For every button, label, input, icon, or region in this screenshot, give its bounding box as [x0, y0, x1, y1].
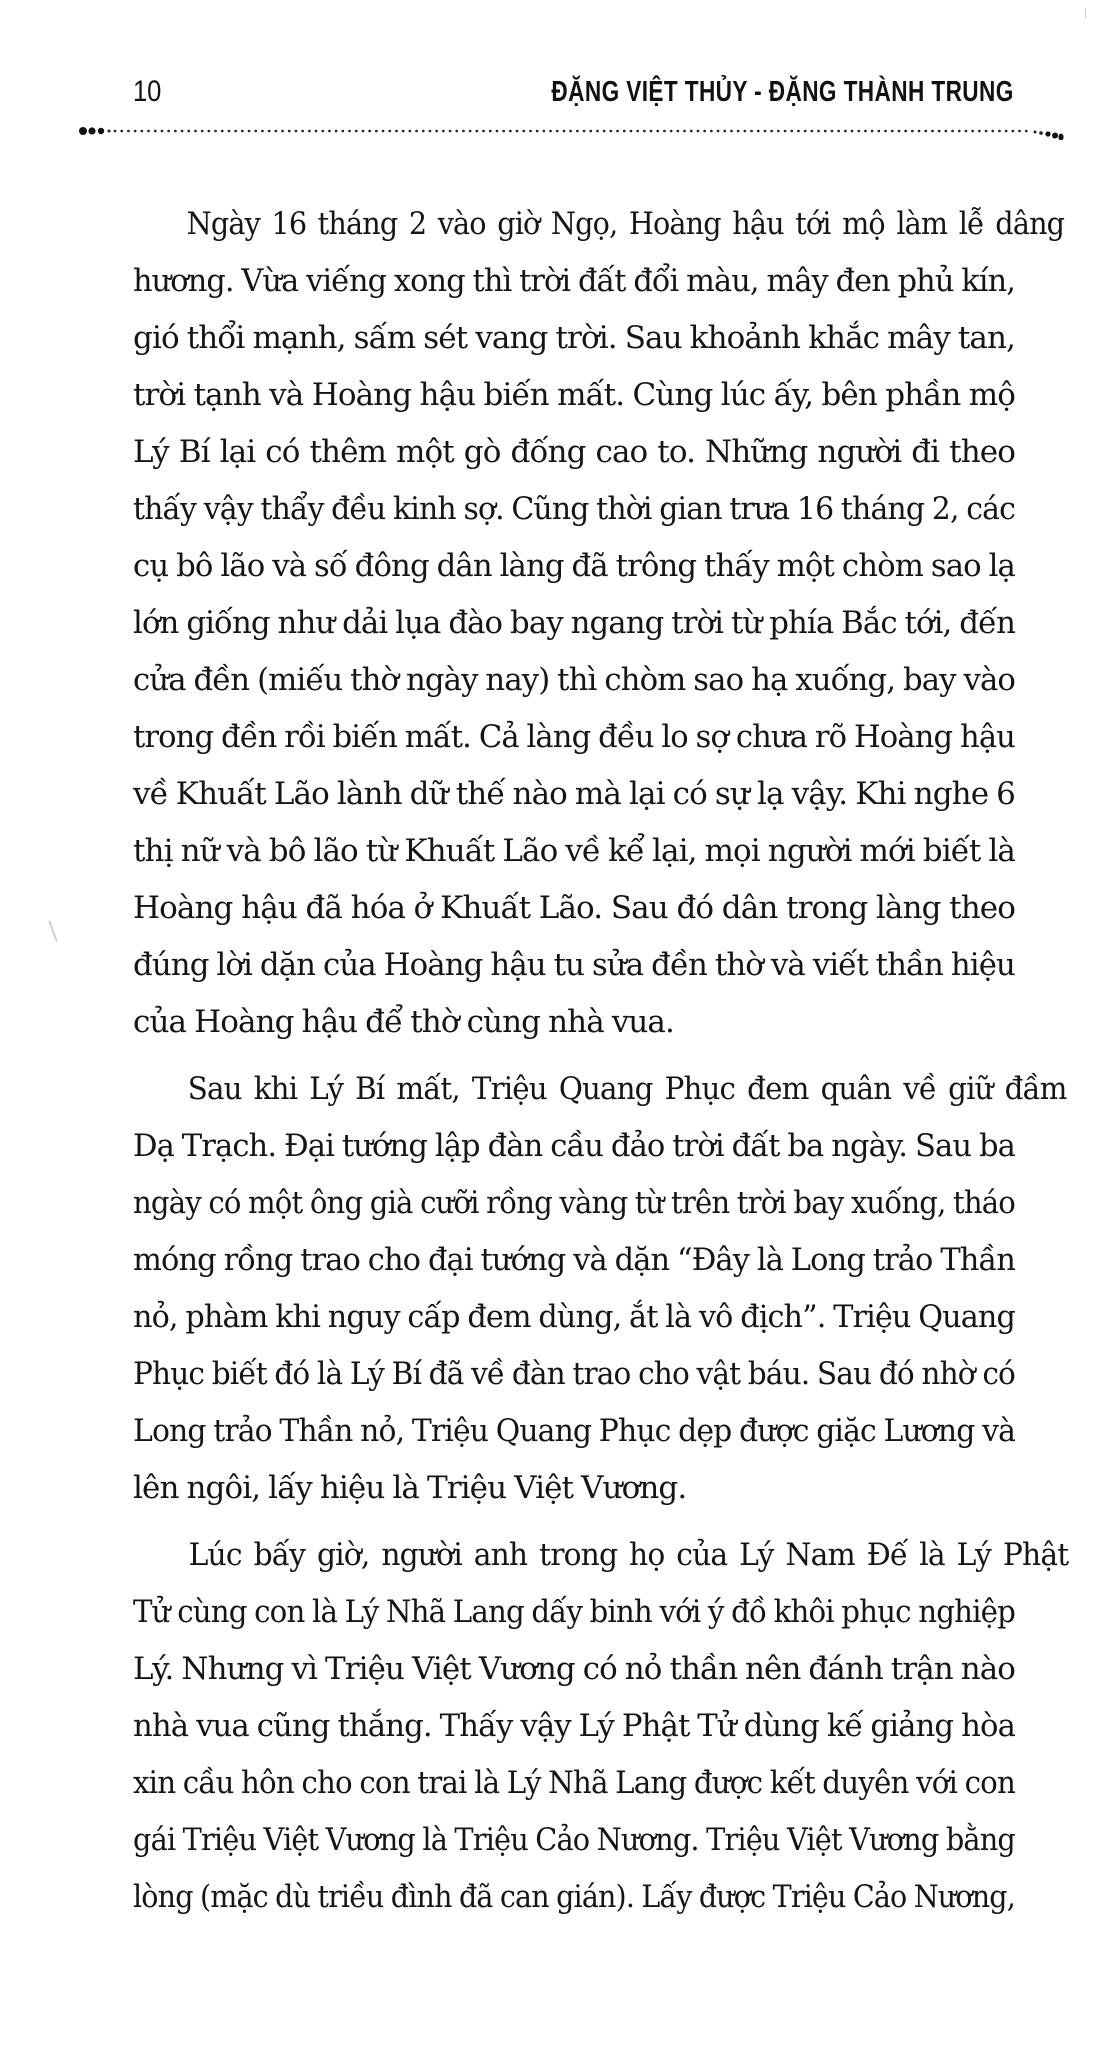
text-line: Sau khi Lý Bí mất, Triệu Quang Phục đem quân về giữ đầm: [187, 1071, 1067, 1107]
text-line: của Hoàng hậu để thờ cùng nhà vua.: [133, 1004, 674, 1040]
text-line: về Khuất Lão lành dữ thế nào mà lại có sự lạ vậy. Khi nghe 6: [133, 776, 1015, 812]
text-line: lớn giống như dải lụa đào bay ngang trời từ phía Bắc tới, đến: [133, 605, 1015, 641]
text-line: gió thổi mạnh, sấm sét vang trời. Sau khoảnh khắc mây tan,: [133, 320, 1015, 356]
paragraph: [133, 196, 1065, 1051]
text-line: cửa đền (miếu thờ ngày nay) thì chòm sao hạ xuống, bay vào: [133, 662, 1015, 698]
text-line: hương. Vừa viếng xong thì trời đất đổi màu, mây đen phủ kín,: [133, 263, 1015, 299]
page-number: 10: [133, 75, 162, 108]
text-line: trong đền rồi biến mất. Cả làng đều lo sợ chưa rõ Hoàng hậu: [133, 719, 1015, 755]
text-line: Lúc bấy giờ, người anh trong họ của Lý Nam Đế là Lý Phật: [188, 1537, 1069, 1573]
text-line: Phục biết đó là Lý Bí đã về đàn trao cho vật báu. Sau đó nhờ có: [133, 1356, 1015, 1392]
text-line: nỏ, phàm khi nguy cấp đem dùng, ắt là vô địch”. Triệu Quang: [133, 1299, 1015, 1335]
text-line: thấy vậy thẩy đều kinh sợ. Cũng thời gian trưa 16 tháng 2, các: [133, 491, 1015, 527]
text-line: Tử cùng con là Lý Nhã Lang dấy binh với ý đồ khôi phục nghiệp: [133, 1594, 1015, 1630]
text-line: đúng lời dặn của Hoàng hậu tu sửa đền thờ và viết thần hiệu: [133, 947, 1015, 983]
text-line: lên ngôi, lấy hiệu là Triệu Việt Vương.: [133, 1470, 687, 1506]
text-line: lòng (mặc dù triều đình đã can gián). Lấy được Triệu Cảo Nương,: [133, 1879, 1015, 1915]
text-line: Lý. Nhưng vì Triệu Việt Vương có nỏ thần nên đánh trận nào: [133, 1651, 1015, 1687]
text-line: thị nữ và bô lão từ Khuất Lão về kể lại, mọi người mới biết là: [133, 833, 1015, 869]
text-line: Lý Bí lại có thêm một gò đống cao to. Những người đi theo: [133, 434, 1015, 470]
text-line: Hoàng hậu đã hóa ở Khuất Lão. Sau đó dân trong làng theo: [133, 890, 1015, 926]
page-header: [0, 0, 1096, 150]
text-line: Ngày 16 tháng 2 vào giờ Ngọ, Hoàng hậu tới mộ làm lễ dâng: [186, 206, 1065, 242]
text-line: xin cầu hôn cho con trai là Lý Nhã Lang được kết duyên với con: [133, 1765, 1015, 1801]
dotted-rule-icon: [70, 126, 1070, 140]
text-line: Dạ Trạch. Đại tướng lập đàn cầu đảo trời đất ba ngày. Sau ba: [133, 1128, 1015, 1164]
scan-artifact: [48, 920, 57, 941]
text-line: móng rồng trao cho đại tướng và dặn “Đây là Long trảo Thần: [133, 1242, 1015, 1278]
text-line: trời tạnh và Hoàng hậu biến mất. Cùng lúc ấy, bên phần mộ: [133, 377, 1015, 413]
page-body: [133, 196, 1069, 1936]
paragraph: [133, 1061, 1067, 1517]
running-title: ĐẶNG VIỆT THỦY - ĐẶNG THÀNH TRUNG: [551, 76, 1014, 108]
text-line: Long trảo Thần nỏ, Triệu Quang Phục dẹp được giặc Lương và: [133, 1413, 1015, 1449]
paragraph: [133, 1527, 1069, 1926]
text-line: ngày có một ông già cưỡi rồng vàng từ trên trời bay xuống, tháo: [133, 1185, 1015, 1221]
text-line: nhà vua cũng thắng. Thấy vậy Lý Phật Tử dùng kế giảng hòa: [133, 1708, 1015, 1744]
text-line: cụ bô lão và số đông dân làng đã trông thấy một chòm sao lạ: [133, 548, 1015, 584]
text-line: gái Triệu Việt Vương là Triệu Cảo Nương. Triệu Việt Vương bằng: [133, 1822, 1015, 1858]
